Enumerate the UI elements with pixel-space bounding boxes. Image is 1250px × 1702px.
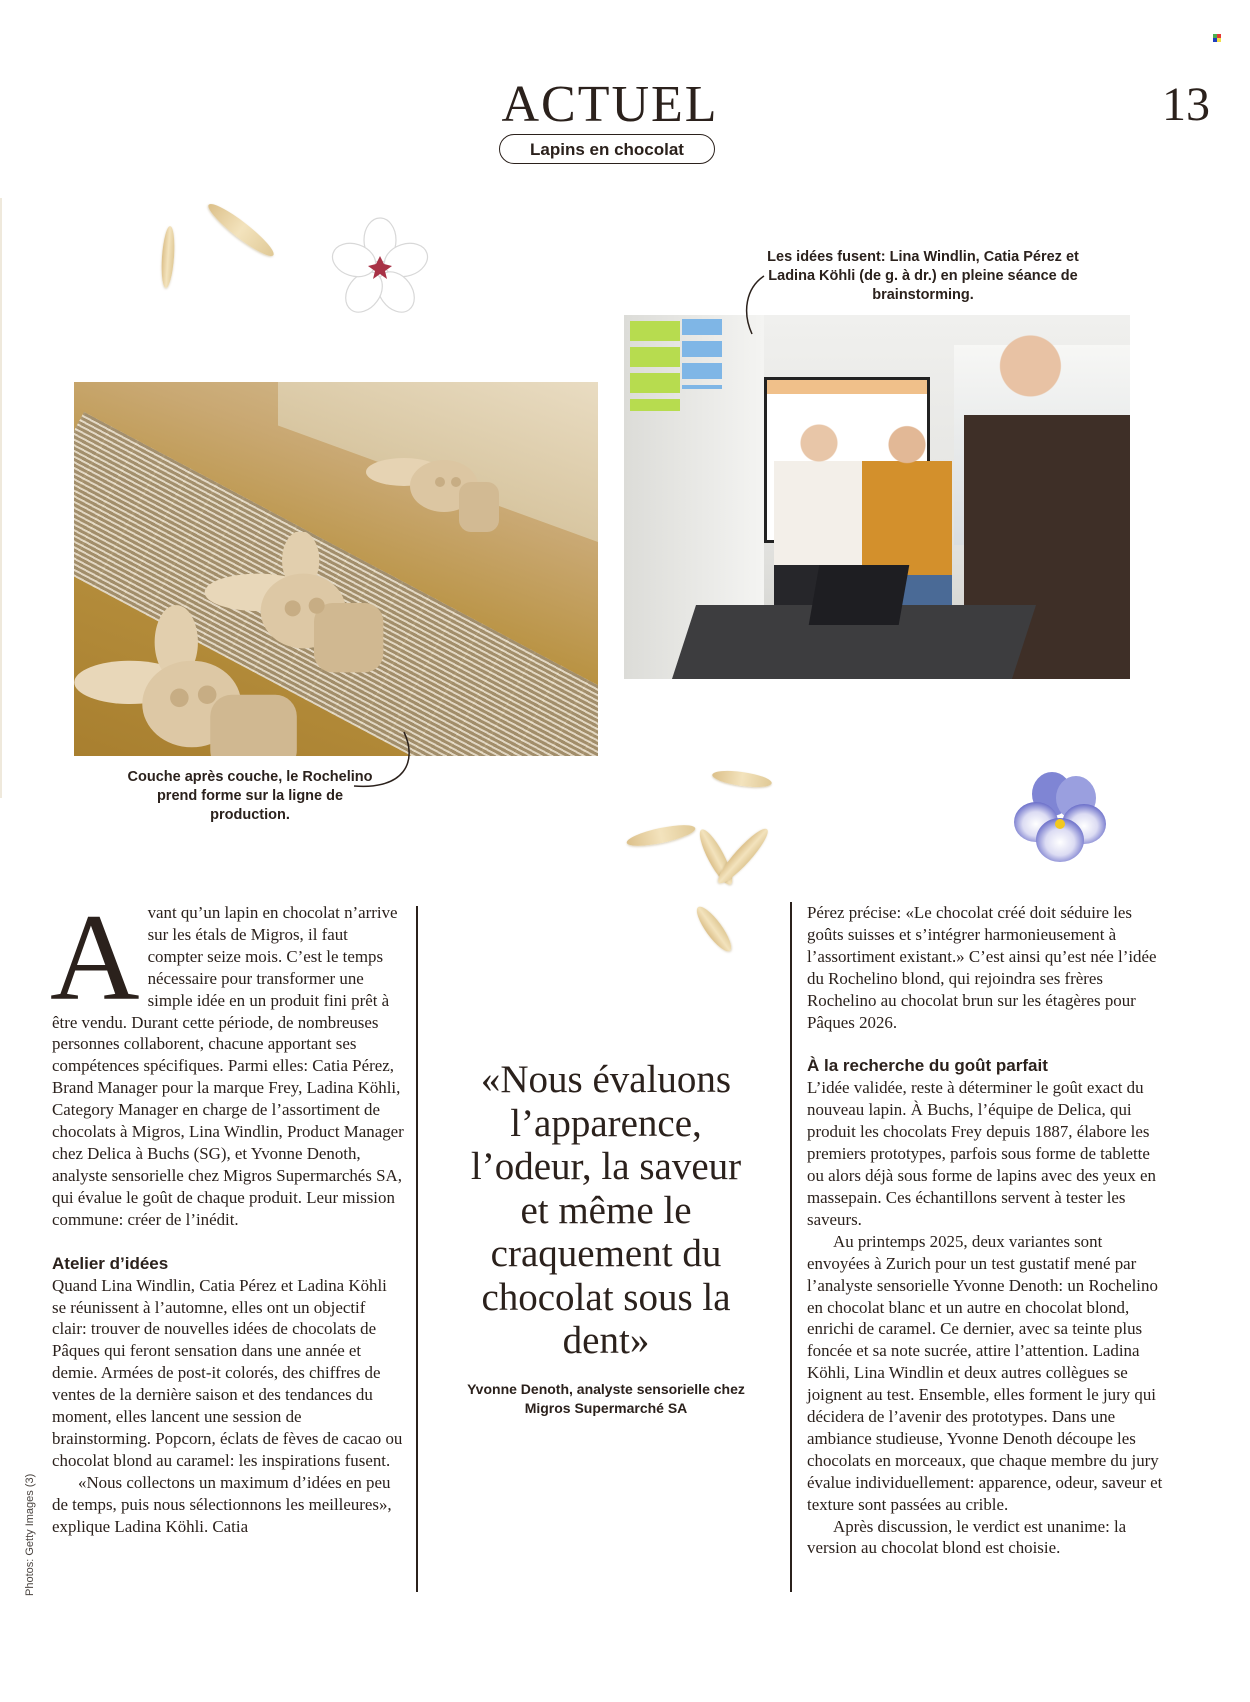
subheading-gout-parfait: À la recherche du goût parfait (807, 1056, 1048, 1076)
article-paragraph: Après discussion, le verdict est unanime: la version au chocolat blond est choisie. (807, 1516, 1127, 1558)
rice-grain-decoration (625, 821, 697, 850)
column-divider (790, 902, 792, 1592)
subheading-atelier: Atelier d’idées (52, 1253, 169, 1273)
topic-tag: Lapins en chocolat (499, 134, 715, 164)
sticky-notes-blue (682, 319, 722, 389)
pansy-flower-icon (1010, 768, 1110, 868)
cherry-blossom-icon (330, 216, 430, 316)
pull-quote-attribution: Yvonne Denoth, analyste sensorielle chez Migros Supermarché SA (467, 1381, 745, 1416)
color-registration-mark (1213, 34, 1221, 42)
bunnies-photo-caption: Couche après couche, le Rochelino prend forme sur la ligne de production. (127, 769, 373, 823)
article-paragraph: Au printemps 2025, deux variantes sont envoyées à Zurich pour un test gustatif mené par l’analyste sensorielle Yvonne Denoth: un Rochelino en chocolat blanc et un autre en chocolat blond, enrichi de caramel. Ce dernier, avec sa teinte plus foncée et sa note sucrée, attire l’attention. Ladina Köhli, Lina Windlin et deux autres collègues se joignent au test. Ensemble, elles forment le jury qui décidera de l’avenir des prototypes. Dans une ambiance studieuse, Yvonne Denoth découpe les chocolats en morceaux, que chaque membre du jury évalue individuellement: apparence, odeur, saveur et texture sont passées au crible. (807, 1231, 1163, 1514)
brainstorm-photo-caption: Les idées fusent: Lina Windlin, Catia Pérez et Ladina Köhli (de g. à dr.) en pleine séance de brainstorming. (767, 249, 1079, 303)
brainstorming-photo (624, 315, 1130, 679)
article-paragraph: L’idée validée, reste à déterminer le goût exact du nouveau lapin. À Buchs, l’équipe de Delica, qui produit les chocolats Frey depuis 1887, élabore les premiers prototypes, parfois sous forme de tablette ou alors déjà sous forme de lapins avec des yeux en massepain. Ces échantillons servent à tester les saveurs. (807, 1078, 1156, 1229)
drop-cap: A (50, 889, 140, 1026)
article-intro: vant qu’un lapin en chocolat n’arrive sur les étals de Migros, il faut compter seize mois. C’est le temps nécessaire pour transformer une simple idée en un produit fini prêt à être vendu. Durant cette période, de nombreuses personnes collaborent, chacune apportant ses compétences spécifiques. Parmi elles: Catia Pérez, Brand Manager pour la marque Frey, Ladina Köhli, Category Manager en charge de l’assortiment de chocolats à Migros, Lina Windlin, Product Manager chez Delica à Buchs (SG), et Yvonne Denoth, analyste sensorielle chez Migros Supermarchés SA, qui évalue le goût de chaque produit. Leur mission commune: créer de l’inédit. (52, 903, 404, 1229)
photo-credit: Photos: Getty Images (3) (24, 1473, 36, 1596)
chocolate-bunny-icon (74, 602, 304, 756)
article-paragraph: «Nous collectons un maximum d’idées en peu de temps, puis nous sélectionnons les meilleures», explique Ladina Köhli. Catia (52, 1472, 392, 1536)
bunnies-production-photo (74, 382, 598, 756)
sticky-notes-green (630, 321, 680, 411)
rice-grain-decoration (692, 902, 737, 955)
column-divider (416, 906, 418, 1592)
page-number: 13 (1162, 78, 1210, 131)
article-paragraph: Quand Lina Windlin, Catia Pérez et Ladina Köhli se réunissent à l’automne, elles ont un objectif clair: trouver de nouvelles idées de chocolats de Pâques qui feront sensation dans une année et demie. Armées de post-it colorés, des chiffres de ventes de la dernière saison et des tendances du moment, elles lancent une session de brainstorming. Popcorn, éclats de fèves de cacao ou chocolat blond au caramel: les inspirations fusent. (52, 1275, 403, 1470)
rice-grain-decoration (204, 198, 278, 261)
laptop (809, 565, 910, 625)
rice-grain-decoration (160, 226, 176, 289)
article-column-left (50, 889, 404, 1537)
article-paragraph: Pérez précise: «Le chocolat créé doit séduire les goûts suisses et s’intégrer harmonieusement à l’assortiment existant.» C’est ainsi qu’est née l’idée du Rochelino blond, qui rejoindra ses frères Rochelino au chocolat brun sur les étagères pour Pâques 2026. (807, 903, 1157, 1032)
article-column-right (807, 902, 1167, 1559)
section-title: ACTUEL (501, 76, 719, 133)
pull-quote: «Nous évaluons l’apparence, l’odeur, la saveur et même le craquement du chocolat sous la dent» (470, 1058, 742, 1362)
page-edge-strip (0, 198, 2, 798)
rice-grain-decoration (711, 768, 772, 790)
